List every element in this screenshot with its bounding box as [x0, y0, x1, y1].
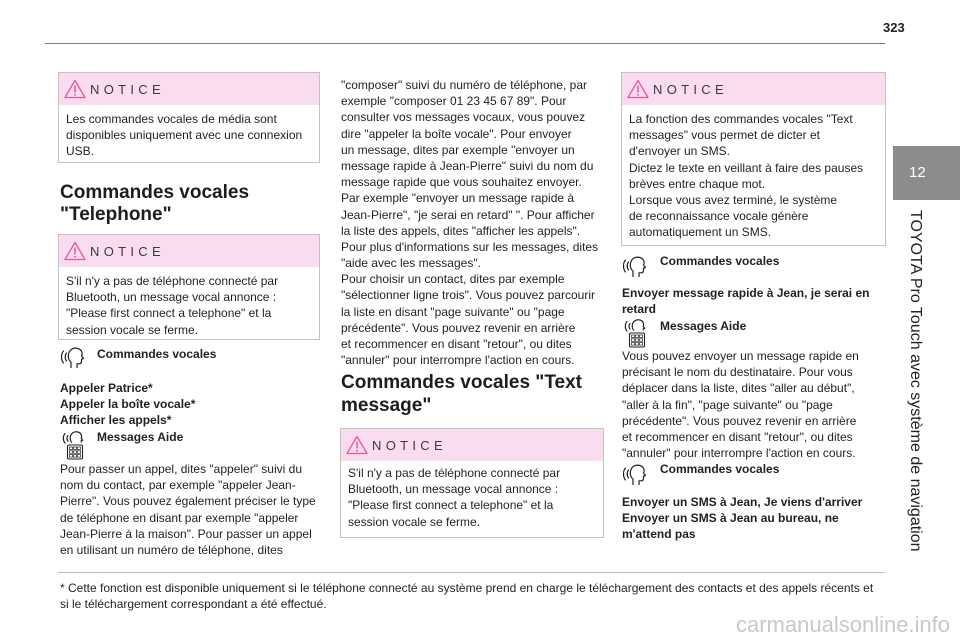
notice-box — [340, 428, 604, 538]
body-text-line: déplacer dans la liste, dites "aller au début", — [622, 381, 855, 396]
command-example: Envoyer un SMS à Jean au bureau, ne — [622, 511, 839, 526]
body-text-line: message rapide que vous souhaitez envoyer. — [341, 175, 582, 190]
chapter-tab — [893, 146, 960, 200]
notice-text-line: "Please first connect a telephone" et la — [66, 306, 272, 321]
notice-text-line: disponibles uniquement avec une connexion — [66, 128, 303, 143]
body-text-line: Pour plus d'informations sur les messages, dites — [341, 239, 599, 254]
body-text-line: Par exemple "envoyer un message rapide à — [341, 191, 575, 206]
page-number: 323 — [883, 20, 905, 35]
voice-commands-label: Commandes vocales — [660, 462, 780, 476]
help-paragraph — [60, 461, 316, 558]
help-paragraph — [622, 348, 859, 461]
body-text-line: Jean-Pierre", "je serai en retard" ". Pour afficher — [341, 207, 595, 222]
notice-text-line: de reconnaissance vocale génère — [629, 209, 809, 224]
command-example: Envoyer message rapide à Jean, je serai en — [622, 286, 870, 300]
notice-text-line: Bluetooth, un message vocal annonce : — [66, 290, 277, 305]
warning-triangle-icon — [346, 435, 368, 455]
body-text-line: précédente". Vous pouvez revenir en arrière — [341, 320, 576, 335]
notice-text-line: Bluetooth, un message vocal annonce : — [348, 482, 559, 497]
notice-text-line: session vocale se ferme. — [348, 514, 481, 529]
help-label: Messages Aide — [97, 430, 184, 444]
voice-command-icon — [621, 459, 647, 487]
footnote — [60, 580, 873, 612]
body-text-line: "annuler" pour interrompre l'action en cours. — [341, 353, 575, 368]
section-heading-line: Commandes vocales "Text — [341, 372, 582, 393]
help-label: Messages Aide — [660, 319, 747, 333]
notice-box — [58, 234, 320, 340]
body-text-line: dire "appeler la boîte vocale". Pour envoyer — [341, 126, 572, 141]
command-example: Appeler la boîte vocale* — [60, 397, 196, 412]
voice-help-keypad-icon — [621, 315, 647, 349]
notice-text — [341, 461, 603, 530]
notice-label: NOTICE — [90, 82, 165, 97]
voice-commands-label: Commandes vocales — [97, 347, 217, 361]
notice-header — [59, 73, 319, 105]
notice-text-line: Dictez le texte en veillant à faire des pauses — [629, 160, 864, 175]
body-text-line: en utilisant un numéro de téléphone, dites — [60, 542, 283, 557]
body-text-line: précisant le nom du destinataire. Pour vous — [622, 365, 853, 380]
body-text-line: "composer" suivi du numéro de téléphone, par — [341, 78, 587, 92]
notice-text-line: automatiquement un SMS. — [629, 225, 772, 240]
body-text-line: Jean-Pierre à la maison". Pour passer un appel — [60, 526, 312, 541]
watermark: carmanualsonline.info — [736, 612, 951, 637]
notice-header — [341, 429, 603, 461]
body-text-line: nom du contact, par exemple "appeler Jean- — [60, 478, 296, 493]
voice-help-keypad-icon — [59, 427, 85, 461]
notice-box — [58, 72, 320, 163]
body-text-line: Pierre". Vous pouvez également préciser le type — [60, 494, 316, 509]
command-example: retard — [622, 302, 657, 317]
warning-triangle-icon — [64, 241, 86, 261]
section-heading-line: Commandes vocales — [60, 182, 250, 203]
notice-box — [621, 72, 886, 246]
voice-command-list — [622, 494, 862, 543]
chapter-title: TOYOTA Pro Touch avec système de navigation — [907, 210, 924, 552]
section-heading — [341, 371, 582, 417]
voice-command-icon — [59, 342, 85, 370]
section-heading-line: "Telephone" — [60, 204, 172, 225]
notice-text-line: USB. — [66, 144, 95, 159]
footnote-line: si le téléchargement correspondant a été effectué. — [60, 597, 327, 612]
notice-text — [59, 267, 319, 338]
body-text-line: la liste en disant "page suivante" ou "page — [341, 304, 565, 319]
body-text-line: un message, dites par exemple "envoyer un — [341, 142, 575, 157]
body-text-line: Vous pouvez envoyer un message rapide en — [622, 349, 859, 363]
notice-text-line: session vocale se ferme. — [66, 322, 199, 337]
warning-triangle-icon — [627, 79, 649, 99]
footer-rule — [58, 572, 885, 573]
command-example: Envoyer un SMS à Jean, Je viens d'arriver — [622, 495, 863, 509]
notice-text-line: Lorsque vous avez terminé, le système — [629, 192, 838, 207]
notice-label: NOTICE — [653, 82, 728, 97]
body-text-line: Pour passer un appel, dites "appeler" suivi du — [60, 462, 302, 476]
notice-label: NOTICE — [372, 438, 447, 453]
body-text-line: Pour choisir un contact, dites par exemple — [341, 272, 565, 287]
notice-text-line: S'il n'y a pas de téléphone connecté par — [66, 274, 279, 288]
notice-text-line: messages" vous permet de dicter et — [629, 128, 821, 143]
body-text-line: et recommencer en disant "retour", ou dites — [341, 337, 572, 351]
body-text-line: de téléphone en disant par exemple "appeler — [60, 510, 299, 525]
body-text-line: et recommencer en disant "retour", ou dites — [622, 429, 853, 444]
footnote-line: * Cette fonction est disponible uniquement si le téléphone connecté au système prend en charge le téléchargement des contacts et des appels récents et — [60, 581, 874, 595]
voice-command-list — [60, 380, 195, 429]
notice-header — [59, 235, 319, 267]
body-text-line: "aller à la fin", "page suivante" ou "page — [622, 397, 833, 412]
command-example: Afficher les appels* — [60, 413, 172, 428]
command-example: Appeler Patrice* — [60, 381, 153, 395]
warning-triangle-icon — [64, 79, 86, 99]
notice-text-line: d'envoyer un SMS. — [629, 144, 731, 159]
voice-command-icon — [621, 251, 647, 279]
section-heading — [60, 182, 249, 226]
voice-command-list — [622, 285, 869, 317]
notice-text-line: Les commandes vocales de média sont — [66, 112, 277, 126]
command-example: m'attend pas — [622, 527, 696, 542]
notice-text-line: S'il n'y a pas de téléphone connecté par — [348, 466, 561, 480]
notice-header — [622, 73, 885, 105]
body-text-line: message rapide à Jean-Pierre" suivi du nom du — [341, 158, 594, 173]
voice-commands-label: Commandes vocales — [660, 254, 780, 268]
notice-text — [622, 105, 885, 241]
body-text-line: précédente". Vous pouvez revenir en arrière — [622, 413, 857, 428]
notice-text-line: La fonction des commandes vocales "Text — [629, 112, 853, 126]
body-text-line: la liste des appels, dites "afficher les appels". — [341, 223, 581, 238]
notice-text — [59, 105, 319, 160]
body-text-line: "sélectionner ligne trois". Vous pouvez parcourir — [341, 288, 595, 303]
section-heading-line: message" — [341, 395, 432, 416]
body-text-line: "aide avec les messages". — [341, 256, 481, 271]
notice-text-line: brèves entre chaque mot. — [629, 176, 766, 191]
chapter-number: 12 — [909, 164, 926, 181]
body-paragraph — [341, 77, 598, 368]
body-text-line: exemple "composer 01 23 45 67 89". Pour — [341, 94, 567, 109]
notice-label: NOTICE — [90, 244, 165, 259]
body-text-line: consulter vos messages vocaux, vous pouvez — [341, 110, 586, 125]
header-rule — [45, 43, 885, 44]
notice-text-line: "Please first connect a telephone" et la — [348, 498, 554, 513]
body-text-line: "annuler" pour interrompre l'action en cours. — [622, 446, 856, 461]
